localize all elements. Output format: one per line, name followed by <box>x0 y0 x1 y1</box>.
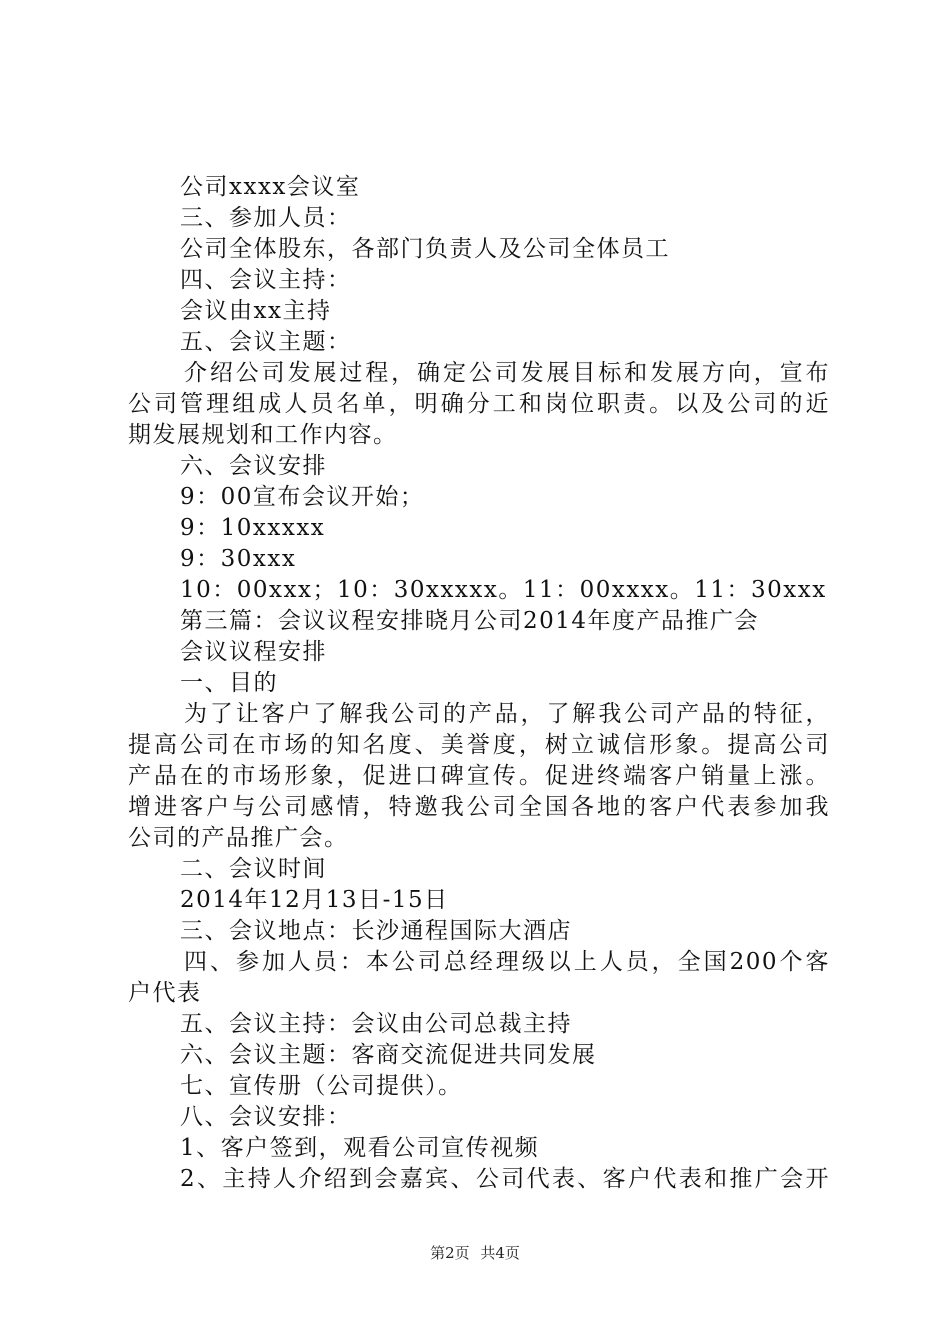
section-heading: 七、宣传册（公司提供）。 <box>180 1073 463 1099</box>
schedule-item: 9：30xxx <box>180 546 297 572</box>
paragraph-line: 介绍公司发展过程，确定公司发展目标和发展方向，宣布 <box>184 360 830 386</box>
page-footer <box>0 1243 950 1263</box>
section-heading: 八、会议安排： <box>180 1104 352 1130</box>
section-heading: 六、会议主题：客商交流促进共同发展 <box>180 1042 597 1068</box>
section-heading: 五、会议主持：会议由公司总裁主持 <box>180 1011 572 1037</box>
text-line: 2014年12月13日-15日 <box>180 887 449 913</box>
paragraph-line: 期发展规划和工作内容。 <box>128 422 398 448</box>
chapter-subtitle: 会议议程安排 <box>180 639 327 665</box>
document-body <box>128 172 836 1195</box>
paragraph-line: 产品在的市场形象，促进口碑宣传。促进终端客户销量上涨。 <box>128 763 830 789</box>
section-heading: 五、会议主题： <box>180 329 352 355</box>
text-line: 公司全体股东，各部门负责人及公司全体员工 <box>180 236 670 262</box>
schedule-item: 9：10xxxxx <box>180 515 326 541</box>
agenda-item: 2、主持人介绍到会嘉宾、公司代表、客户代表和推广会开 <box>180 1166 830 1192</box>
page-total: 共4页 <box>480 1244 520 1262</box>
paragraph-line: 提高公司在市场的知名度、美誉度，树立诚信形象。提高公司 <box>128 732 830 758</box>
paragraph-line: 为了让客户了解我公司的产品，了解我公司产品的特征， <box>184 701 830 727</box>
page-number: 第2页 <box>430 1244 470 1262</box>
paragraph-line: 公司管理组成人员名单，明确分工和岗位职责。以及公司的近 <box>128 391 830 417</box>
schedule-item: 9：00宣布会议开始； <box>180 484 425 510</box>
section-heading: 四、会议主持： <box>180 267 352 293</box>
paragraph-line: 增进客户与公司感情，特邀我公司全国各地的客户代表参加我 <box>128 794 830 820</box>
paragraph-line: 户代表 <box>128 980 202 1006</box>
text-line: 会议由xx主持 <box>180 298 332 324</box>
agenda-item: 1、客户签到，观看公司宣传视频 <box>180 1135 540 1161</box>
section-heading: 三、参加人员： <box>180 205 352 231</box>
chapter-title: 第三篇：会议议程安排晓月公司2014年度产品推广会 <box>180 608 760 634</box>
section-heading: 三、会议地点：长沙通程国际大酒店 <box>180 918 572 944</box>
paragraph-line: 公司的产品推广会。 <box>128 825 349 851</box>
section-heading: 六、会议安排 <box>180 453 327 479</box>
schedule-item: 10：00xxx；10：30xxxxx。11：00xxxx。11：30xxx <box>180 577 827 603</box>
text-line: 公司xxxx会议室 <box>180 174 361 200</box>
section-heading: 二、会议时间 <box>180 856 327 882</box>
section-heading: 一、目的 <box>180 670 278 696</box>
paragraph-line: 四、参加人员：本公司总经理级以上人员，全国200个客 <box>184 949 830 975</box>
